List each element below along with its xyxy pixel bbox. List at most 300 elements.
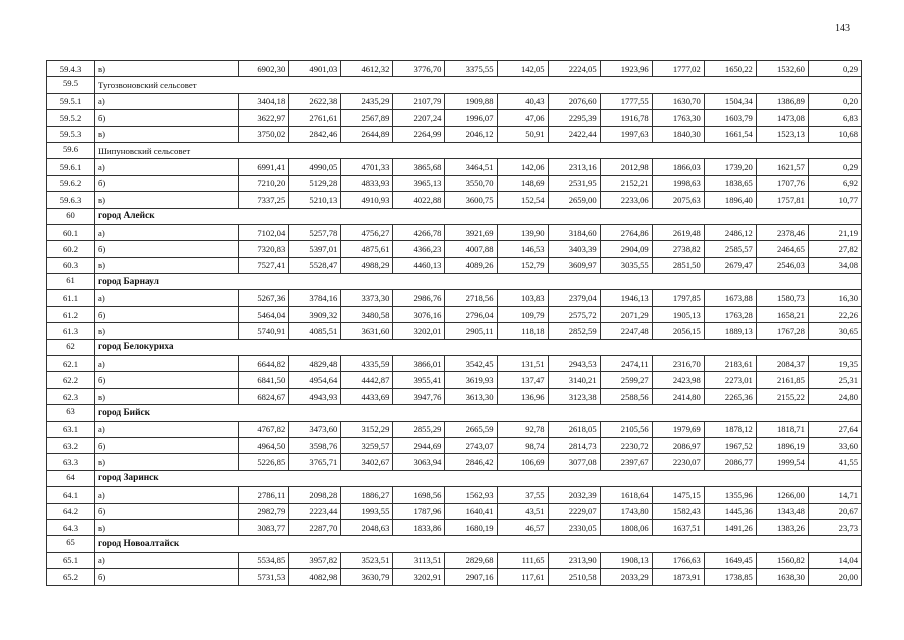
value-cell: 3609,97 xyxy=(548,257,600,273)
table-row xyxy=(47,519,862,535)
value-cell: 4460,13 xyxy=(393,257,445,273)
section-row xyxy=(47,470,862,486)
value-cell: 2665,59 xyxy=(445,421,497,437)
value-cell: 4901,03 xyxy=(289,61,341,77)
value-cell: 1886,27 xyxy=(341,487,393,503)
value-cell: 3083,77 xyxy=(239,519,289,535)
value-cell: 3077,08 xyxy=(548,454,600,470)
value-cell: 1763,30 xyxy=(652,110,704,126)
value-cell: 1739,20 xyxy=(704,159,756,175)
value-cell: 7320,83 xyxy=(239,241,289,257)
row-code: 61.3 xyxy=(47,323,95,339)
row-label: а) xyxy=(95,356,239,372)
value-cell: 25,31 xyxy=(808,372,861,388)
value-cell: 6991,41 xyxy=(239,159,289,175)
page-number: 143 xyxy=(835,23,850,34)
table-row xyxy=(47,569,862,585)
value-cell: 152,54 xyxy=(497,192,548,208)
value-cell: 5740,91 xyxy=(239,323,289,339)
section-row xyxy=(47,208,862,224)
value-cell: 118,18 xyxy=(497,323,548,339)
value-cell: 1582,43 xyxy=(652,503,704,519)
value-cell: 106,69 xyxy=(497,454,548,470)
value-cell: 1603,79 xyxy=(704,110,756,126)
row-code: 65.2 xyxy=(47,569,95,585)
value-cell: 2155,22 xyxy=(756,388,808,404)
value-cell: 50,91 xyxy=(497,126,548,142)
row-code: 63.3 xyxy=(47,454,95,470)
value-cell: 3630,79 xyxy=(341,569,393,585)
value-cell: 2264,99 xyxy=(393,126,445,142)
row-label: в) xyxy=(95,192,239,208)
value-cell: 2105,56 xyxy=(600,421,652,437)
value-cell: 1777,02 xyxy=(652,61,704,77)
value-cell: 2098,28 xyxy=(289,487,341,503)
value-cell: 1916,78 xyxy=(600,110,652,126)
row-code: 61 xyxy=(47,274,95,290)
value-cell: 4366,23 xyxy=(393,241,445,257)
value-cell: 142,06 xyxy=(497,159,548,175)
value-cell: 2033,29 xyxy=(600,569,652,585)
value-cell: 7102,04 xyxy=(239,224,289,240)
value-cell: 3202,91 xyxy=(393,569,445,585)
value-cell: 6824,67 xyxy=(239,388,289,404)
value-cell: 3921,69 xyxy=(445,224,497,240)
row-code: 59.5.2 xyxy=(47,110,95,126)
value-cell: 1707,76 xyxy=(756,175,808,191)
value-cell: 3947,76 xyxy=(393,388,445,404)
table-row xyxy=(47,454,862,470)
row-label: в) xyxy=(95,388,239,404)
value-cell: 2084,37 xyxy=(756,356,808,372)
value-cell: 2224,05 xyxy=(548,61,600,77)
value-cell: 5731,53 xyxy=(239,569,289,585)
value-cell: 3123,38 xyxy=(548,388,600,404)
value-cell: 3865,68 xyxy=(393,159,445,175)
value-cell: 2086,97 xyxy=(652,437,704,453)
value-cell: 1386,89 xyxy=(756,93,808,109)
value-cell: 2032,39 xyxy=(548,487,600,503)
value-cell: 1896,19 xyxy=(756,437,808,453)
table-row xyxy=(47,159,862,175)
value-cell: 139,90 xyxy=(497,224,548,240)
value-cell: 2905,11 xyxy=(445,323,497,339)
value-cell: 24,80 xyxy=(808,388,861,404)
value-cell: 2855,29 xyxy=(393,421,445,437)
table-row xyxy=(47,110,862,126)
section-row xyxy=(47,339,862,355)
value-cell: 5397,01 xyxy=(289,241,341,257)
value-cell: 5528,47 xyxy=(289,257,341,273)
value-cell: 2796,04 xyxy=(445,306,497,322)
value-cell: 1523,13 xyxy=(756,126,808,142)
value-cell: 3404,18 xyxy=(239,93,289,109)
value-cell: 1757,81 xyxy=(756,192,808,208)
value-cell: 1491,26 xyxy=(704,519,756,535)
row-label: а) xyxy=(95,224,239,240)
value-cell: 2435,29 xyxy=(341,93,393,109)
value-cell: 1840,30 xyxy=(652,126,704,142)
value-cell: 2718,56 xyxy=(445,290,497,306)
row-label: а) xyxy=(95,290,239,306)
value-cell: 1797,85 xyxy=(652,290,704,306)
value-cell: 41,55 xyxy=(808,454,861,470)
section-title: Тугозвоновский сельсовет xyxy=(95,77,862,93)
value-cell: 1909,88 xyxy=(445,93,497,109)
value-cell: 1630,70 xyxy=(652,93,704,109)
value-cell: 2464,65 xyxy=(756,241,808,257)
row-code: 62.3 xyxy=(47,388,95,404)
value-cell: 4910,93 xyxy=(341,192,393,208)
row-code: 64.3 xyxy=(47,519,95,535)
value-cell: 2316,70 xyxy=(652,356,704,372)
value-cell: 20,67 xyxy=(808,503,861,519)
value-cell: 6644,82 xyxy=(239,356,289,372)
value-cell: 2223,44 xyxy=(289,503,341,519)
value-cell: 4612,32 xyxy=(341,61,393,77)
row-label: б) xyxy=(95,437,239,453)
value-cell: 2659,00 xyxy=(548,192,600,208)
table-row xyxy=(47,224,862,240)
value-cell: 0,29 xyxy=(808,159,861,175)
value-cell: 2907,16 xyxy=(445,569,497,585)
value-cell: 3152,29 xyxy=(341,421,393,437)
row-code: 64.2 xyxy=(47,503,95,519)
value-cell: 2012,98 xyxy=(600,159,652,175)
value-cell: 2474,11 xyxy=(600,356,652,372)
value-cell: 3613,30 xyxy=(445,388,497,404)
row-label: а) xyxy=(95,552,239,568)
value-cell: 1649,45 xyxy=(704,552,756,568)
value-cell: 14,71 xyxy=(808,487,861,503)
row-code: 63.2 xyxy=(47,437,95,453)
value-cell: 6902,30 xyxy=(239,61,289,77)
value-cell: 2107,79 xyxy=(393,93,445,109)
value-cell: 117,61 xyxy=(497,569,548,585)
row-code: 61.1 xyxy=(47,290,95,306)
value-cell: 3259,57 xyxy=(341,437,393,453)
value-cell: 4875,61 xyxy=(341,241,393,257)
section-row xyxy=(47,77,862,93)
row-code: 63 xyxy=(47,405,95,421)
value-cell: 3957,82 xyxy=(289,552,341,568)
value-cell: 131,51 xyxy=(497,356,548,372)
table-row xyxy=(47,61,862,77)
value-cell: 2071,29 xyxy=(600,306,652,322)
value-cell: 1445,36 xyxy=(704,503,756,519)
value-cell: 2786,11 xyxy=(239,487,289,503)
value-cell: 1808,06 xyxy=(600,519,652,535)
value-cell: 152,79 xyxy=(497,257,548,273)
table-row xyxy=(47,552,862,568)
row-label: б) xyxy=(95,306,239,322)
value-cell: 1979,69 xyxy=(652,421,704,437)
value-cell: 0,20 xyxy=(808,93,861,109)
value-cell: 1818,71 xyxy=(756,421,808,437)
row-code: 65 xyxy=(47,536,95,552)
row-label: б) xyxy=(95,372,239,388)
value-cell: 1908,13 xyxy=(600,552,652,568)
value-cell: 103,83 xyxy=(497,290,548,306)
value-cell: 2075,63 xyxy=(652,192,704,208)
section-row xyxy=(47,405,862,421)
table-row xyxy=(47,257,862,273)
row-code: 59.6.2 xyxy=(47,175,95,191)
value-cell: 2846,42 xyxy=(445,454,497,470)
value-cell: 3550,70 xyxy=(445,175,497,191)
value-cell: 1638,30 xyxy=(756,569,808,585)
value-cell: 1997,63 xyxy=(600,126,652,142)
value-cell: 4964,50 xyxy=(239,437,289,453)
value-cell: 5464,04 xyxy=(239,306,289,322)
value-cell: 4007,88 xyxy=(445,241,497,257)
table-row xyxy=(47,241,862,257)
row-label: а) xyxy=(95,93,239,109)
row-code: 59.4.3 xyxy=(47,61,95,77)
value-cell: 6,92 xyxy=(808,175,861,191)
value-cell: 4266,78 xyxy=(393,224,445,240)
section-row xyxy=(47,536,862,552)
value-cell: 2379,04 xyxy=(548,290,600,306)
value-cell: 33,60 xyxy=(808,437,861,453)
value-cell: 2585,57 xyxy=(704,241,756,257)
table-row xyxy=(47,93,862,109)
value-cell: 14,04 xyxy=(808,552,861,568)
row-code: 60.1 xyxy=(47,224,95,240)
value-cell: 1343,48 xyxy=(756,503,808,519)
value-cell: 37,55 xyxy=(497,487,548,503)
row-code: 59.6.1 xyxy=(47,159,95,175)
value-cell: 4022,88 xyxy=(393,192,445,208)
value-cell: 2575,72 xyxy=(548,306,600,322)
value-cell: 1923,96 xyxy=(600,61,652,77)
value-cell: 2207,24 xyxy=(393,110,445,126)
value-cell: 2738,82 xyxy=(652,241,704,257)
value-cell: 2619,48 xyxy=(652,224,704,240)
row-code: 59.6 xyxy=(47,142,95,158)
value-cell: 1763,28 xyxy=(704,306,756,322)
value-cell: 19,35 xyxy=(808,356,861,372)
row-label: б) xyxy=(95,569,239,585)
value-cell: 47,06 xyxy=(497,110,548,126)
row-code: 59.5 xyxy=(47,77,95,93)
value-cell: 2414,80 xyxy=(652,388,704,404)
value-cell: 3631,60 xyxy=(341,323,393,339)
row-code: 62.1 xyxy=(47,356,95,372)
value-cell: 2230,07 xyxy=(652,454,704,470)
value-cell: 2986,76 xyxy=(393,290,445,306)
value-cell: 1787,96 xyxy=(393,503,445,519)
value-cell: 2295,39 xyxy=(548,110,600,126)
value-cell: 3765,71 xyxy=(289,454,341,470)
value-cell: 1383,26 xyxy=(756,519,808,535)
value-cell: 4442,87 xyxy=(341,372,393,388)
value-cell: 4829,48 xyxy=(289,356,341,372)
value-cell: 0,29 xyxy=(808,61,861,77)
table-row xyxy=(47,290,862,306)
value-cell: 1504,34 xyxy=(704,93,756,109)
value-cell: 4767,82 xyxy=(239,421,289,437)
value-cell: 2046,12 xyxy=(445,126,497,142)
value-cell: 4085,51 xyxy=(289,323,341,339)
table-row xyxy=(47,356,862,372)
value-cell: 5129,28 xyxy=(289,175,341,191)
value-cell: 1833,86 xyxy=(393,519,445,535)
rates-table xyxy=(46,60,862,586)
value-cell: 3750,02 xyxy=(239,126,289,142)
value-cell: 2531,95 xyxy=(548,175,600,191)
value-cell: 43,51 xyxy=(497,503,548,519)
value-cell: 3402,67 xyxy=(341,454,393,470)
value-cell: 21,19 xyxy=(808,224,861,240)
table-row xyxy=(47,323,862,339)
value-cell: 142,05 xyxy=(497,61,548,77)
value-cell: 2644,89 xyxy=(341,126,393,142)
value-cell: 2851,50 xyxy=(652,257,704,273)
value-cell: 1743,80 xyxy=(600,503,652,519)
value-cell: 3464,51 xyxy=(445,159,497,175)
section-title: город Бийск xyxy=(95,405,862,421)
value-cell: 2761,61 xyxy=(289,110,341,126)
value-cell: 2679,47 xyxy=(704,257,756,273)
value-cell: 3373,30 xyxy=(341,290,393,306)
table-row xyxy=(47,192,862,208)
row-label: в) xyxy=(95,126,239,142)
value-cell: 111,65 xyxy=(497,552,548,568)
value-cell: 20,00 xyxy=(808,569,861,585)
section-title: город Белокуриха xyxy=(95,339,862,355)
row-label: б) xyxy=(95,110,239,126)
value-cell: 1532,60 xyxy=(756,61,808,77)
value-cell: 2943,53 xyxy=(548,356,600,372)
value-cell: 3473,60 xyxy=(289,421,341,437)
value-cell: 16,30 xyxy=(808,290,861,306)
value-cell: 2229,07 xyxy=(548,503,600,519)
value-cell: 2842,46 xyxy=(289,126,341,142)
value-cell: 1878,12 xyxy=(704,421,756,437)
value-cell: 2423,98 xyxy=(652,372,704,388)
value-cell: 2313,16 xyxy=(548,159,600,175)
value-cell: 5257,78 xyxy=(289,224,341,240)
row-code: 60 xyxy=(47,208,95,224)
row-code: 59.5.1 xyxy=(47,93,95,109)
value-cell: 2618,05 xyxy=(548,421,600,437)
section-title: город Заринск xyxy=(95,470,862,486)
value-cell: 1355,96 xyxy=(704,487,756,503)
value-cell: 2230,72 xyxy=(600,437,652,453)
value-cell: 3403,39 xyxy=(548,241,600,257)
value-cell: 4990,05 xyxy=(289,159,341,175)
value-cell: 2183,61 xyxy=(704,356,756,372)
value-cell: 1473,08 xyxy=(756,110,808,126)
value-cell: 3480,58 xyxy=(341,306,393,322)
row-label: б) xyxy=(95,175,239,191)
value-cell: 5210,13 xyxy=(289,192,341,208)
value-cell: 1766,63 xyxy=(652,552,704,568)
value-cell: 2588,56 xyxy=(600,388,652,404)
value-cell: 2486,12 xyxy=(704,224,756,240)
row-code: 64 xyxy=(47,470,95,486)
value-cell: 1637,51 xyxy=(652,519,704,535)
value-cell: 2814,73 xyxy=(548,437,600,453)
value-cell: 1896,40 xyxy=(704,192,756,208)
value-cell: 92,78 xyxy=(497,421,548,437)
row-label: а) xyxy=(95,421,239,437)
value-cell: 4954,64 xyxy=(289,372,341,388)
value-cell: 1580,73 xyxy=(756,290,808,306)
value-cell: 3866,01 xyxy=(393,356,445,372)
section-title: город Барнаул xyxy=(95,274,862,290)
value-cell: 5267,36 xyxy=(239,290,289,306)
value-cell: 4988,29 xyxy=(341,257,393,273)
value-cell: 4756,27 xyxy=(341,224,393,240)
value-cell: 30,65 xyxy=(808,323,861,339)
value-cell: 2247,48 xyxy=(600,323,652,339)
value-cell: 3542,45 xyxy=(445,356,497,372)
value-cell: 2233,06 xyxy=(600,192,652,208)
row-label: в) xyxy=(95,257,239,273)
value-cell: 1673,88 xyxy=(704,290,756,306)
value-cell: 2982,79 xyxy=(239,503,289,519)
table-row xyxy=(47,126,862,142)
value-cell: 2152,21 xyxy=(600,175,652,191)
value-cell: 2086,77 xyxy=(704,454,756,470)
value-cell: 3063,94 xyxy=(393,454,445,470)
table-row xyxy=(47,437,862,453)
value-cell: 2265,36 xyxy=(704,388,756,404)
row-label: в) xyxy=(95,323,239,339)
value-cell: 6,83 xyxy=(808,110,861,126)
value-cell: 40,43 xyxy=(497,93,548,109)
value-cell: 1621,57 xyxy=(756,159,808,175)
value-cell: 27,64 xyxy=(808,421,861,437)
row-label: в) xyxy=(95,454,239,470)
value-cell: 2829,68 xyxy=(445,552,497,568)
value-cell: 1889,13 xyxy=(704,323,756,339)
value-cell: 2397,67 xyxy=(600,454,652,470)
value-cell: 2076,60 xyxy=(548,93,600,109)
value-cell: 1738,85 xyxy=(704,569,756,585)
value-cell: 2599,27 xyxy=(600,372,652,388)
value-cell: 3955,41 xyxy=(393,372,445,388)
value-cell: 2743,07 xyxy=(445,437,497,453)
row-code: 61.2 xyxy=(47,306,95,322)
value-cell: 3076,16 xyxy=(393,306,445,322)
section-row xyxy=(47,274,862,290)
value-cell: 27,82 xyxy=(808,241,861,257)
value-cell: 1777,55 xyxy=(600,93,652,109)
value-cell: 1658,21 xyxy=(756,306,808,322)
row-label: б) xyxy=(95,503,239,519)
value-cell: 3776,70 xyxy=(393,61,445,77)
value-cell: 3965,13 xyxy=(393,175,445,191)
value-cell: 2287,70 xyxy=(289,519,341,535)
value-cell: 2852,59 xyxy=(548,323,600,339)
table-row xyxy=(47,306,862,322)
value-cell: 2378,46 xyxy=(756,224,808,240)
table-row xyxy=(47,503,862,519)
value-cell: 137,47 xyxy=(497,372,548,388)
value-cell: 2056,15 xyxy=(652,323,704,339)
value-cell: 1993,55 xyxy=(341,503,393,519)
value-cell: 3375,55 xyxy=(445,61,497,77)
value-cell: 2422,44 xyxy=(548,126,600,142)
table-body xyxy=(47,61,862,586)
value-cell: 3113,51 xyxy=(393,552,445,568)
value-cell: 5534,85 xyxy=(239,552,289,568)
row-code: 60.2 xyxy=(47,241,95,257)
value-cell: 1661,54 xyxy=(704,126,756,142)
